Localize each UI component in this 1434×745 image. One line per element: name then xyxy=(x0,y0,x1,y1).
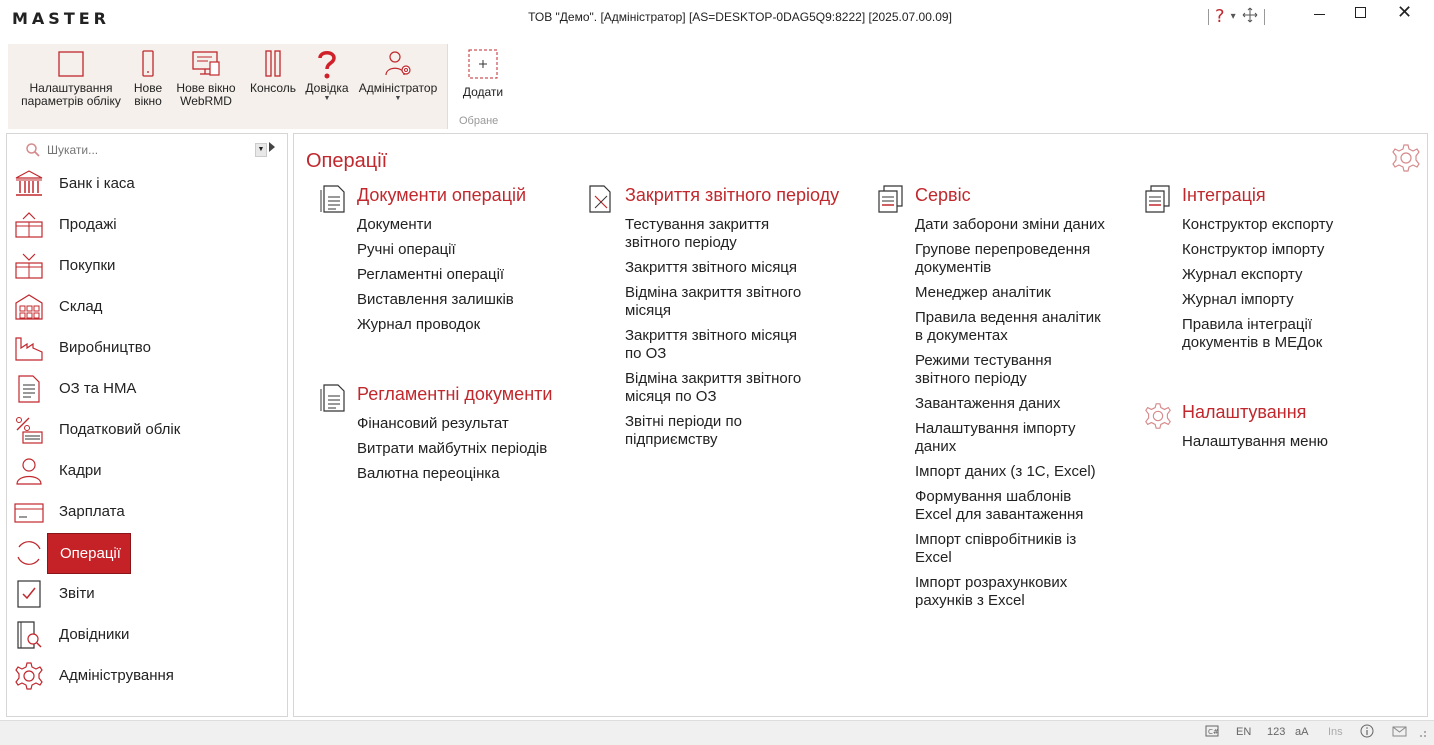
sidebar xyxy=(6,133,288,717)
sidebar-item-label: Податковий облік xyxy=(59,421,181,438)
gear-icon xyxy=(1143,401,1173,431)
button-label: Адміністратор xyxy=(358,81,438,95)
info-icon[interactable] xyxy=(1360,724,1374,741)
link-documents[interactable]: Документи xyxy=(357,216,432,233)
section-period-closing xyxy=(586,184,856,454)
sidebar-item-label: Довідники xyxy=(59,626,130,643)
section-title: Сервіс xyxy=(915,185,971,205)
separator xyxy=(1208,9,1209,25)
sidebar-item-warehouse[interactable] xyxy=(7,287,287,327)
section-title: Документи операцій xyxy=(357,185,527,205)
section-settings xyxy=(1143,401,1403,461)
search-icon xyxy=(25,142,41,158)
link-menu-settings[interactable]: Налаштування меню xyxy=(1182,433,1329,450)
document-close-icon xyxy=(586,184,616,214)
square-icon xyxy=(56,48,86,78)
link-excel-templates[interactable]: Формування шаблонів Excel для завантаження xyxy=(915,488,1084,523)
sidebar-item-bank[interactable] xyxy=(7,164,287,204)
move-icon[interactable] xyxy=(1242,7,1258,26)
link-import-settings[interactable]: Налаштування імпорту даних xyxy=(915,420,1076,455)
numlock-indicator: 123 xyxy=(1267,726,1286,738)
chevron-down-icon: ▼ xyxy=(323,95,331,102)
button-label: Нове xyxy=(133,81,163,95)
document-icon xyxy=(318,383,348,413)
link-testing-modes[interactable]: Режими тестування звітного періоду xyxy=(915,352,1052,387)
question-icon xyxy=(312,48,342,80)
directory-icon xyxy=(13,619,45,651)
link-financial-result[interactable]: Фінансовий результат xyxy=(357,415,509,432)
button-label: Додати xyxy=(462,85,504,99)
bank-icon xyxy=(13,168,45,200)
button-label: параметрів обліку xyxy=(21,94,121,108)
settings-gear-icon[interactable] xyxy=(1390,142,1422,174)
window-title: ТОВ "Демо". [Адміністратор] [AS=DESKTOP-0DAG5Q9:8222] [2025.07.00.09] xyxy=(528,10,952,24)
sidebar-item-hr[interactable] xyxy=(7,451,287,491)
search-box xyxy=(15,139,267,161)
sidebar-item-administration[interactable] xyxy=(7,656,287,696)
sidebar-item-label: Кадри xyxy=(59,462,102,479)
search-input[interactable] xyxy=(47,139,247,161)
title-bar xyxy=(0,0,1434,36)
link-cancel-month-closing[interactable]: Відміна закриття звітного місяця xyxy=(625,284,802,319)
salary-icon xyxy=(13,496,45,528)
sidebar-item-label: Банк і каса xyxy=(59,175,135,192)
button-label: вікно xyxy=(134,94,162,108)
help-button[interactable] xyxy=(302,48,352,103)
button-label: Налаштування xyxy=(29,81,113,95)
production-icon xyxy=(13,332,45,364)
button-label: Нове вікно xyxy=(176,81,236,95)
favorites-group-label: Обране xyxy=(459,115,499,127)
sidebar-item-label: Покупки xyxy=(59,257,116,274)
sidebar-item-assets[interactable] xyxy=(7,369,287,409)
close-button[interactable]: ✕ xyxy=(1397,2,1413,23)
link-export-journal[interactable]: Журнал експорту xyxy=(1182,266,1303,283)
ribbon-toolbar xyxy=(8,44,447,129)
sales-icon xyxy=(13,209,45,241)
sidebar-item-label: Адміністрування xyxy=(59,667,174,684)
insert-indicator: Ins xyxy=(1328,726,1343,738)
sidebar-item-label: Звіти xyxy=(59,585,95,602)
gear-icon xyxy=(13,660,45,692)
reports-icon xyxy=(13,578,45,610)
link-month-closing-assets[interactable]: Закриття звітного місяця по ОЗ xyxy=(625,327,798,362)
integration-docs-icon xyxy=(1143,184,1173,214)
dropdown-icon[interactable]: ▾ xyxy=(1230,11,1236,22)
link-import-builder[interactable]: Конструктор імпорту xyxy=(1182,241,1325,258)
link-data-loading[interactable]: Завантаження даних xyxy=(915,395,1061,412)
sidebar-item-operations[interactable] xyxy=(7,533,287,573)
link-import-journal[interactable]: Журнал імпорту xyxy=(1182,291,1294,308)
separator xyxy=(1264,9,1265,25)
link-medoc-rules[interactable]: Правила інтеграції документів в МЕДок xyxy=(1182,316,1323,351)
language-indicator[interactable]: EN xyxy=(1236,726,1252,738)
chevron-down-icon: ▼ xyxy=(394,95,402,102)
search-next-button[interactable] xyxy=(269,142,275,152)
assets-icon xyxy=(13,373,45,405)
sidebar-item-sales[interactable] xyxy=(7,205,287,245)
person-icon xyxy=(13,455,45,487)
sidebar-item-label: Зарплата xyxy=(59,503,125,520)
section-title: Налаштування xyxy=(1182,402,1307,422)
link-routine-operations[interactable]: Регламентні операції xyxy=(357,266,505,283)
search-dropdown-button[interactable]: ▼ xyxy=(255,143,267,157)
sidebar-item-label: Продажі xyxy=(59,216,117,233)
link-currency-revaluation[interactable]: Валютна переоцінка xyxy=(357,465,500,482)
link-opening-balances[interactable]: Виставлення залишків xyxy=(357,291,514,308)
maximize-button[interactable] xyxy=(1352,4,1372,24)
new-window-webrmd-button[interactable] xyxy=(172,48,240,108)
sidebar-item-label: Виробництво xyxy=(59,339,151,356)
sidebar-item-production[interactable] xyxy=(7,328,287,368)
section-integration xyxy=(1143,184,1403,364)
administrator-button[interactable] xyxy=(354,48,442,103)
keyboard-icon xyxy=(1205,724,1219,741)
section-title: Закриття звітного періоду xyxy=(625,185,840,205)
link-import-employees[interactable]: Імпорт співробітників із Excel xyxy=(915,531,1077,566)
sidebar-item-label: Операції xyxy=(47,533,131,574)
sidebar-item-label: Склад xyxy=(59,298,103,315)
status-bar xyxy=(0,720,1434,745)
plus-icon xyxy=(467,48,499,80)
document-icon xyxy=(318,184,348,214)
link-import-accounts[interactable]: Імпорт розрахункових рахунків з Excel xyxy=(915,574,1068,609)
mail-icon[interactable] xyxy=(1392,724,1407,741)
purchases-icon xyxy=(13,250,45,282)
sidebar-item-tax[interactable] xyxy=(7,410,287,450)
button-label: Консоль xyxy=(249,81,297,95)
minimize-button[interactable] xyxy=(1311,4,1331,24)
user-gear-icon xyxy=(382,48,414,78)
link-export-builder[interactable]: Конструктор експорту xyxy=(1182,216,1334,233)
link-group-reposting[interactable]: Групове перепроведення документів xyxy=(915,241,1091,276)
section-service xyxy=(876,184,1136,614)
sidebar-item-salary[interactable] xyxy=(7,492,287,532)
resize-grip-icon[interactable] xyxy=(1415,724,1427,741)
main-panel xyxy=(293,133,1428,717)
section-operation-documents xyxy=(318,184,578,354)
warehouse-icon xyxy=(13,291,45,323)
button-label: WebRMD xyxy=(180,94,232,108)
link-analytics-rules[interactable]: Правила ведення аналітик в документах xyxy=(915,309,1101,344)
sidebar-item-directories[interactable] xyxy=(7,615,287,655)
sidebar-item-purchases[interactable] xyxy=(7,246,287,286)
sidebar-item-label: ОЗ та НМА xyxy=(59,380,137,397)
section-title: Регламентні документи xyxy=(357,384,553,404)
link-cancel-month-closing-assets[interactable]: Відміна закриття звітного місяця по ОЗ xyxy=(625,370,802,405)
service-docs-icon xyxy=(876,184,906,214)
tax-icon xyxy=(13,414,45,446)
accounting-settings-button[interactable] xyxy=(12,48,130,108)
link-month-closing[interactable]: Закриття звітного місяця xyxy=(625,259,798,276)
svg-text:C#: C# xyxy=(1208,728,1219,736)
refresh-icon xyxy=(13,537,45,569)
title-bar-tools xyxy=(1208,6,1265,27)
monitor-icon xyxy=(190,48,222,78)
new-window-button[interactable] xyxy=(128,48,168,108)
section-title: Інтеграція xyxy=(1182,185,1266,205)
console-button[interactable] xyxy=(246,48,300,95)
sidebar-item-reports[interactable] xyxy=(7,574,287,614)
link-postings-journal[interactable]: Журнал проводок xyxy=(357,316,481,333)
add-favorite-button[interactable] xyxy=(456,48,510,99)
link-test-period-closing[interactable]: Тестування закриття звітного періоду xyxy=(625,216,770,251)
caps-indicator: aA xyxy=(1295,726,1309,738)
link-deferred-expenses[interactable]: Витрати майбутніх періодів xyxy=(357,440,548,457)
link-manual-operations[interactable]: Ручні операції xyxy=(357,241,456,258)
phone-icon xyxy=(133,48,163,78)
page-title: Операції xyxy=(306,150,388,172)
button-label: Довідка xyxy=(305,81,349,95)
console-icon xyxy=(258,48,288,78)
link-import-1c-excel[interactable]: Імпорт даних (з 1С, Excel) xyxy=(915,463,1096,480)
link-analytics-manager[interactable]: Менеджер аналітик xyxy=(915,284,1051,301)
link-enterprise-periods[interactable]: Звітні періоди по підприємству xyxy=(625,413,742,448)
app-logo: MASTER xyxy=(12,9,110,28)
link-lock-dates[interactable]: Дати заборони зміни даних xyxy=(915,216,1105,233)
help-icon[interactable]: ? xyxy=(1215,6,1225,27)
section-routine-documents xyxy=(318,383,578,493)
